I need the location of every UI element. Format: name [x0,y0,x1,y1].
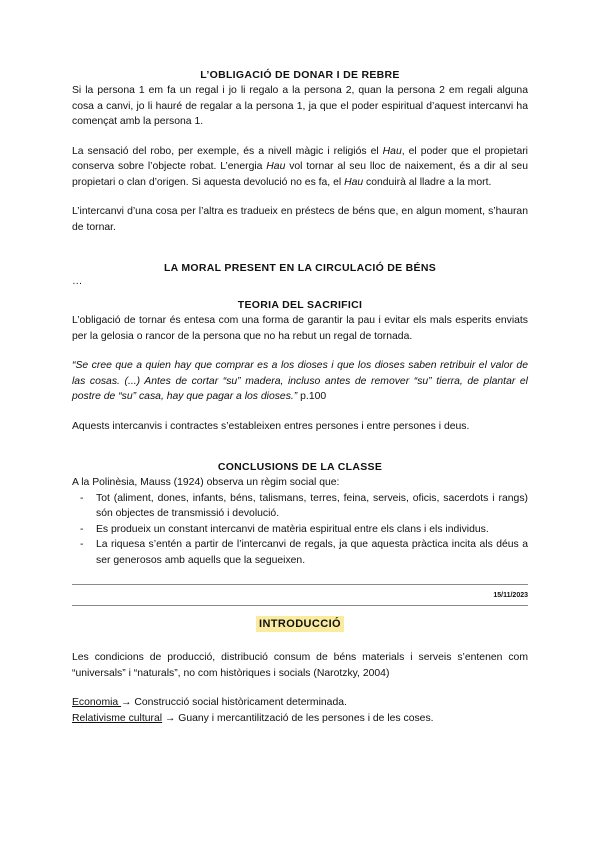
text-run: conduirà al lladre a la mort. [363,176,492,188]
quote-text: “Se cree que a quien hay que comprar es a los dioses i que los dioses saben retribuir el valor de las cosas. (...) Antes de cortar “su” madera, incluso antes de remover “su” tierra, de plantar el postre de “su” casa, hay que pagar a los dioses.” [72,360,528,402]
quote-page: p.100 [297,391,327,402]
ellipsis-text: … [72,276,83,287]
paragraph: L’obligació de tornar és entesa com una forma de garantir la pau i evitar els mals esperits enviats per la gelosia o rancor de la persona que no ha rebut un regal de tornada. [72,315,528,342]
section-title-conclusions: CONCLUSIONS DE LA CLASSE [217,461,383,473]
paragraph: Aquests intercanvis i contractes s’estableixen entres persones i entre persones i deus. [72,420,470,432]
list-item: - La riquesa s’entén a partir de l’intercanvi de regals, ja que aquesta pràctica incita als déus a ser generosos amb aquells que la segueixen. [96,537,528,568]
text-run: , el poder que el propietari conserva sobre l’objecte robat. L’energia [72,145,528,172]
definition-relativisme [72,711,528,727]
hau-term: Hau [382,145,402,157]
section-title-moral: LA MORAL PRESENT EN LA CIRCULACIÓ DE BÉNS [163,262,437,274]
section-title-obligacio: L’OBLIGACIÓ DE DONAR I DE REBRE [200,69,400,81]
list-item: - Es produeix un constant intercanvi de matèria espiritual entre els clans i els individus. [96,522,528,538]
paragraph: Si la persona 1 em fa un regal i jo li regalo a la persona 2, quan la persona 2 em regali alguna cosa a canvi, jo li hauré de regalar a la persona 1, ja que el poder espiritual d’aquest intercanvi ha començat amb la persona 1. [72,85,528,127]
date-label: 15/11/2023 [493,592,528,599]
paragraph: A la Polinèsia, Mauss (1924) observa un règim social que: [72,477,340,488]
section-title-introduccio: INTRODUCCIÓ [256,616,344,632]
paragraph-hau [72,144,528,191]
paragraph: Les condicions de producció, distribució consum de béns materials i serveis s’entenen com “universals” i “naturals”, no com històriques i socials (Narotzky, 2004) [72,652,528,679]
hau-term: Hau [266,161,286,172]
term-economia: Economia [72,697,122,708]
definition-economia [72,695,528,711]
document-content [72,68,528,726]
list-item: - Tot (aliment, dones, infants, béns, talismans, terres, feina, serveis, oficis, sacerdots i rangs) són objectes de transmissió i devolució. [96,491,528,522]
paragraph: L’intercanvi d’una cosa per l’altra es tradueix en préstecs de béns que, en algun moment, s’hauran de tornar. [72,206,528,233]
quote-paragraph [72,358,528,405]
section-title-sacrifici: TEORIA DEL SACRIFICI [237,299,363,311]
text-run: vol tornar al seu lloc de naixement, és a dir al seu propietari o clan d’origen. Si aquesta devolució no es fa, el [72,161,528,188]
definition-text: → Construcció social històricament determinada. [121,697,347,708]
conclusions-list [72,491,528,569]
hau-term: Hau [344,176,364,188]
divider-line [72,605,528,606]
text-run: La sensació del robo, per exemple, és a nivell màgic i religiós el [72,145,383,157]
term-relativisme: Relativisme cultural [72,712,163,724]
definition-text: → Guany i mercantilització de les persones i de les coses. [162,712,434,724]
divider-line [72,584,528,585]
